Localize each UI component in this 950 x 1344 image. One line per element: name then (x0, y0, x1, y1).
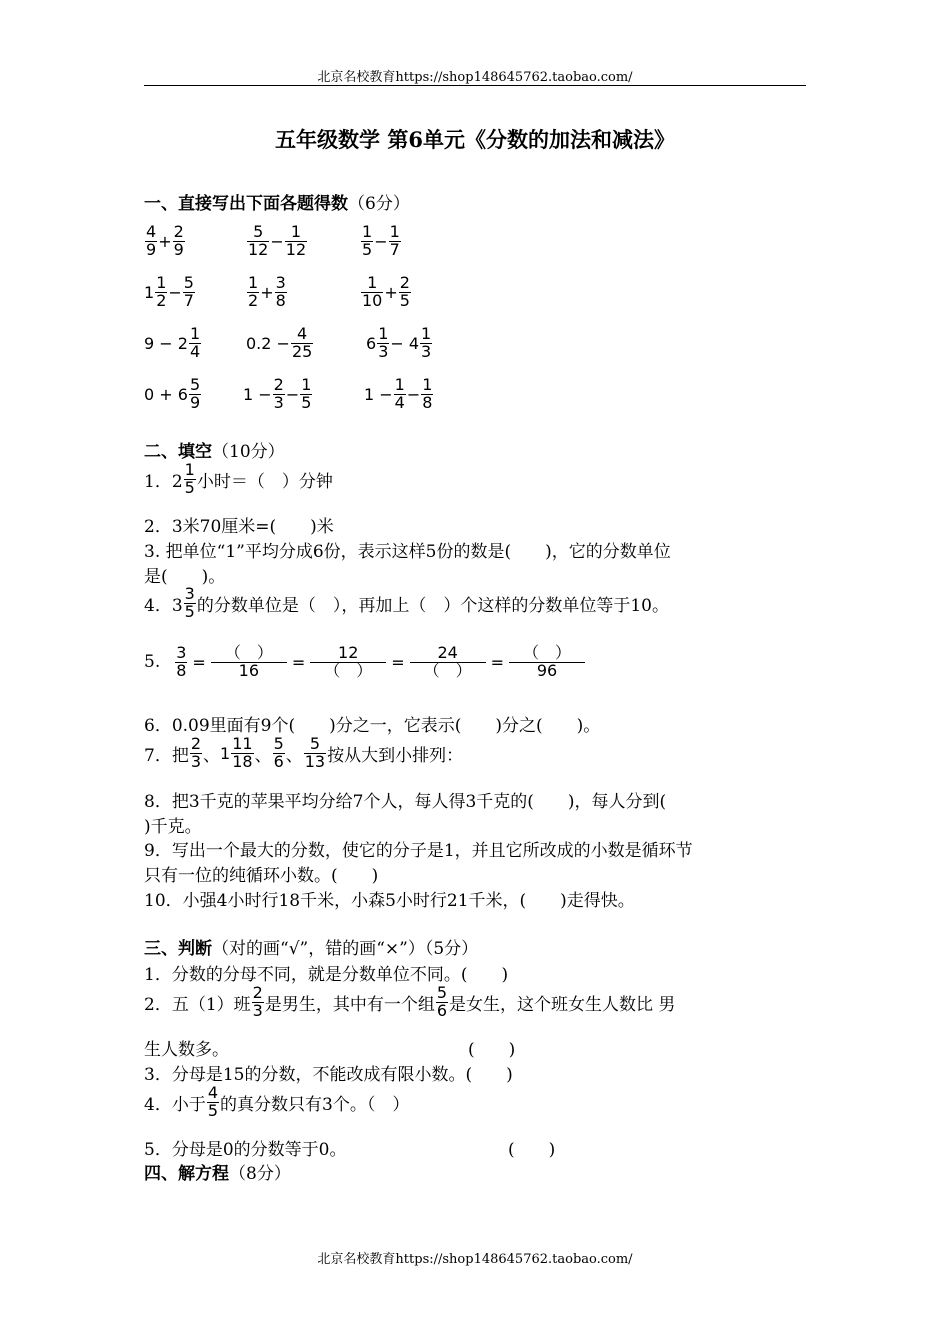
exercise: 1 $\frac{1}{2}$ − $\frac{5}{7}$ (144, 273, 194, 310)
exercise: $\frac{1}{5}$ − $\frac{1}{7}$ (362, 222, 400, 259)
fill-question-10: 10．小强4小时行18千米，小森5小时行21千米，( )走得快。 (144, 891, 635, 911)
page-header: 北京名校教育https://shop148645762.taobao.com/ (317, 70, 633, 85)
exercise: $\frac{4}{9}$ + $\frac{2}{9}$ (146, 222, 184, 259)
exercise: $\frac{5}{12}$ − $\frac{1}{12}$ (248, 222, 307, 259)
fill-question-5: 5. $\frac{3}{8}$ = $\frac{( )}{16}$ = $\frac{12}{( )}$ = $\frac{24}{( )}$ = $\frac{( )}{96}$ (144, 645, 586, 680)
fill-question-1: 1．2 $\frac{1}{5}$ 小时＝（ ）分钟 (144, 460, 333, 497)
exercise: 9 − 2 $\frac{1}{4}$ (144, 324, 201, 361)
header-rule (144, 85, 806, 86)
fill-question-8-cont: )千克。 (144, 817, 202, 837)
exercise: 0 + 6 $\frac{5}{9}$ (144, 375, 201, 412)
page-footer: 北京名校教育https://shop148645762.taobao.com/ (317, 1252, 633, 1267)
judge-question-1: 1．分数的分母不同，就是分数单位不同。( ) (144, 965, 509, 985)
exercise: 6 $\frac{1}{3}$ − 4 $\frac{1}{3}$ (366, 324, 432, 361)
section-4-heading: 四、解方程（8分） (144, 1164, 291, 1184)
judge-answer-blank: ( ) (508, 1140, 556, 1160)
fill-question-9: 9．写出一个最大的分数，使它的分子是1，并且它所改成的小数是循环节 (144, 841, 693, 861)
exercise: $\frac{1}{10}$ + $\frac{2}{5}$ (362, 273, 410, 310)
exercise: $\frac{1}{2}$ + $\frac{3}{8}$ (248, 273, 286, 310)
fill-question-8: 8．把3千克的苹果平均分给7个人，每人得3千克的( )，每人分到( (144, 792, 667, 812)
judge-question-5: 5．分母是0的分数等于0。 (144, 1140, 347, 1160)
fill-question-9-cont: 只有一位的纯循环小数。( ) (144, 866, 379, 886)
fill-question-3-cont: 是( )。 (144, 567, 226, 587)
judge-question-3: 3．分母是15的分数，不能改成有限小数。( ) (144, 1065, 513, 1085)
judge-question-4: 4．小于 $\frac{4}{5}$ 的真分数只有3个。（ ） (144, 1083, 410, 1120)
fill-question-2: 2．3米70厘米=( )米 (144, 517, 334, 537)
page-title: 五年级数学 第6单元《分数的加法和减法》 (275, 127, 675, 152)
fill-question-7: 7．把 $\frac{2}{3}$ 、 1 $\frac{11}{18}$ 、 $\frac{5}{6}$ 、 $\frac{5}{13}$ 按从大到小排列： (144, 734, 464, 771)
fill-question-3: 3. 把单位“1”平均分成6份，表示这样5份的数是( )，它的分数单位 (144, 542, 671, 562)
judge-question-2-cont: 生人数多。 (144, 1040, 229, 1060)
exercise: 1 − $\frac{2}{3}$ − $\frac{1}{5}$ (243, 375, 312, 412)
section-2-heading: 二、填空（10分） (144, 442, 285, 462)
exercise: 0.2 − $\frac{4}{25}$ (246, 324, 313, 361)
section-1-heading: 一、直接写出下面各题得数（6分） (144, 194, 410, 214)
judge-question-2: 2．五（1）班 $\frac{2}{3}$ 是男生，其中有一个组 $\frac{5}{6}$ 是女生，这个班女生人数比 男 (144, 983, 676, 1020)
judge-answer-blank: ( ) (468, 1040, 516, 1060)
fill-question-6: 6．0.09里面有9个( )分之一，它表示( )分之( )。 (144, 716, 601, 736)
exercise: 1 − $\frac{1}{4}$ − $\frac{1}{8}$ (364, 375, 433, 412)
section-3-heading: 三、判断（对的画“√”，错的画“×”）（5分） (144, 939, 479, 959)
fill-question-4: 4．3 $\frac{3}{5}$ 的分数单位是（ ），再加上（ ）个这样的分数单位等于10。 (144, 584, 669, 621)
